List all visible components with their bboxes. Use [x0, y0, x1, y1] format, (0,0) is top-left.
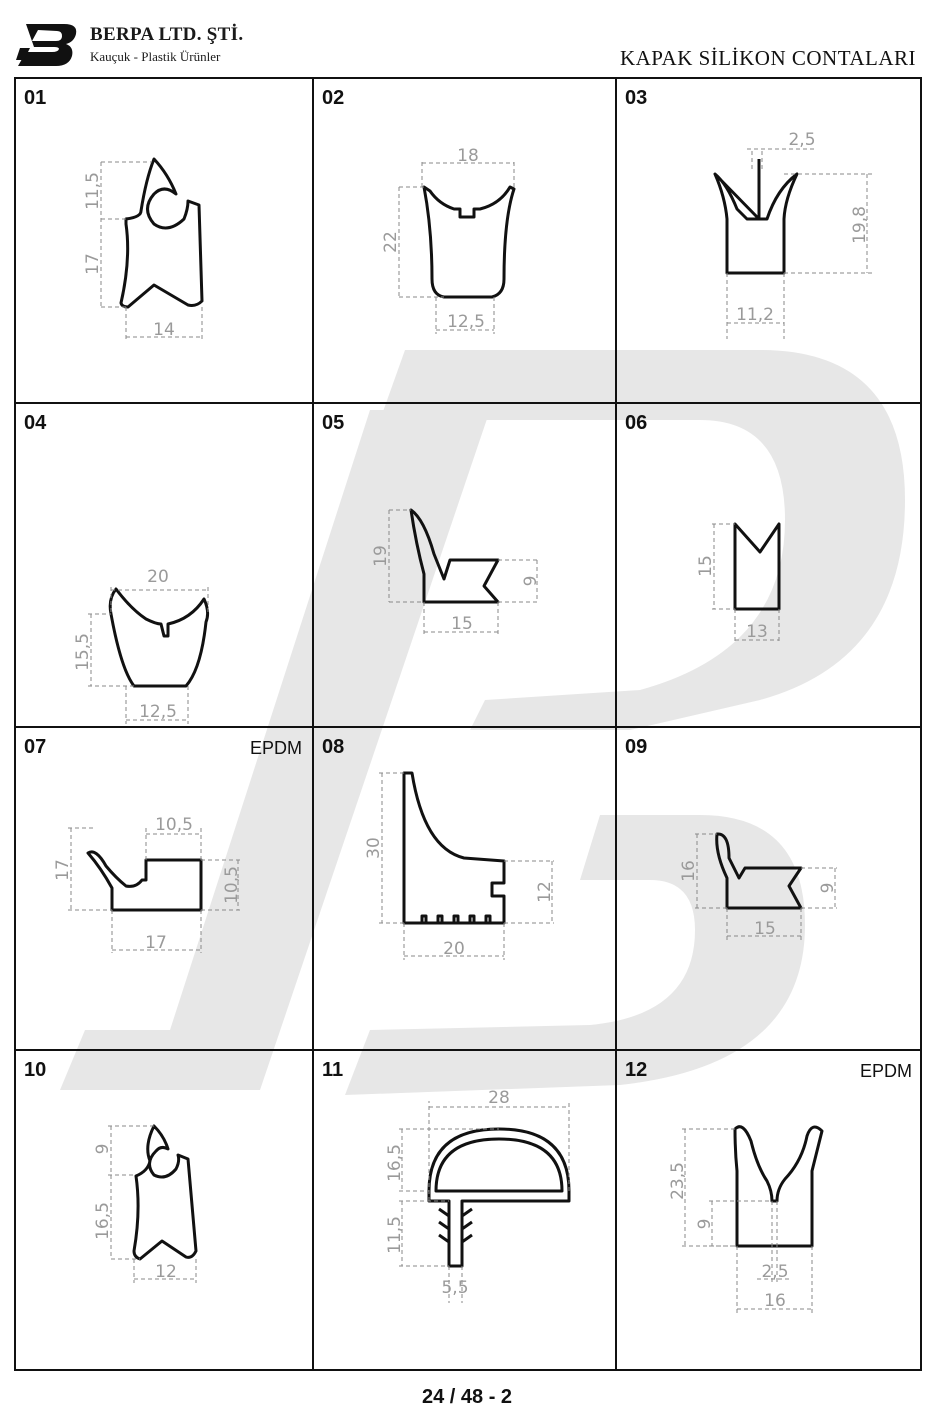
dim-label: 16,5	[93, 1202, 113, 1240]
dim-label: 22	[381, 231, 401, 253]
product-cell-10	[16, 1051, 312, 1371]
dim-label: 16	[764, 1291, 786, 1311]
dim-label: 18	[457, 146, 479, 166]
seal-profile-drawing	[314, 728, 615, 1049]
dim-label: 5,5	[441, 1278, 469, 1298]
dim-label: 20	[443, 939, 465, 959]
product-cell-01	[16, 79, 312, 402]
dim-label: 16	[679, 860, 699, 882]
dim-label: 23,5	[668, 1162, 688, 1200]
seal-profile-drawing	[16, 728, 312, 1049]
seal-profile-drawing	[16, 1051, 312, 1371]
dim-label: 11,2	[736, 305, 774, 325]
dim-label: 30	[364, 837, 384, 859]
seal-profile-drawing	[314, 79, 615, 402]
dim-label: 10,5	[222, 866, 242, 904]
product-cell-09	[617, 728, 922, 1049]
seal-profile-drawing	[314, 1051, 615, 1371]
dim-label: 9	[695, 1218, 715, 1230]
page-number: 24 / 48 - 2	[421, 1386, 513, 1408]
dim-label: 2,5	[788, 130, 816, 150]
dim-label: 19,8	[850, 206, 870, 244]
product-number: 01	[24, 87, 47, 109]
seal-profile-drawing	[16, 79, 312, 402]
dim-label: 13	[746, 622, 768, 642]
dim-label: 15	[696, 555, 716, 577]
dim-label: 16,5	[385, 1144, 405, 1182]
dim-label: 19	[371, 545, 391, 567]
product-number: 07	[24, 736, 47, 758]
dim-label: 9	[818, 882, 838, 894]
product-number: 05	[322, 412, 345, 434]
product-grid	[14, 77, 922, 1371]
dim-label: 12,5	[139, 702, 177, 722]
dim-label: 14	[153, 320, 175, 340]
dim-label: 9	[93, 1143, 113, 1155]
page-header	[14, 16, 920, 76]
dim-label: 12	[535, 881, 555, 903]
product-cell-04	[16, 404, 312, 726]
seal-profile-drawing	[617, 1051, 922, 1371]
seal-profile-drawing	[617, 404, 922, 726]
seal-profile-drawing	[617, 79, 922, 402]
product-cell-11	[314, 1051, 615, 1371]
seal-profile-drawing	[617, 728, 922, 1049]
dim-label: 15,5	[73, 633, 93, 671]
product-cell-05	[314, 404, 615, 726]
dim-label: 17	[145, 933, 167, 953]
dim-label: 11,5	[385, 1216, 405, 1254]
product-cell-07	[16, 728, 312, 1049]
seal-profile-drawing	[16, 404, 312, 726]
product-number: 04	[24, 412, 47, 434]
dim-label: 12,5	[447, 312, 485, 332]
company-tagline: Kauçuk - Plastik Ürünler	[90, 49, 221, 64]
product-cell-02	[314, 79, 615, 402]
product-cell-08	[314, 728, 615, 1049]
berpa-logo	[16, 22, 80, 68]
dim-label: 17	[53, 859, 73, 881]
dim-label: 11,5	[83, 172, 103, 210]
catalog-title: KAPAK SİLİKON CONTALARI	[619, 46, 916, 70]
product-cell-03	[617, 79, 922, 402]
dim-label: 12	[155, 1262, 177, 1282]
product-cell-06	[617, 404, 922, 726]
dim-label: 15	[451, 614, 473, 634]
product-number: 10	[24, 1059, 47, 1081]
dim-label: 15	[754, 919, 776, 939]
seal-profile-drawing	[314, 404, 615, 726]
product-number: 09	[625, 736, 648, 758]
product-number: 03	[625, 87, 648, 109]
product-number: 12	[625, 1059, 648, 1081]
material-tag: EPDM	[859, 1061, 912, 1081]
product-number: 11	[322, 1059, 344, 1081]
product-number: 02	[322, 87, 345, 109]
product-cell-12	[617, 1051, 922, 1371]
material-tag: EPDM	[249, 738, 302, 758]
dim-label: 17	[83, 253, 103, 275]
dim-label: 10,5	[155, 815, 193, 835]
company-name: BERPA LTD. ŞTİ.	[90, 24, 244, 45]
dim-label: 9	[521, 575, 541, 587]
product-number: 06	[625, 412, 648, 434]
dim-label: 20	[147, 567, 169, 587]
dim-label: 2,5	[761, 1262, 789, 1282]
product-number: 08	[322, 736, 345, 758]
dim-label: 28	[488, 1088, 510, 1108]
